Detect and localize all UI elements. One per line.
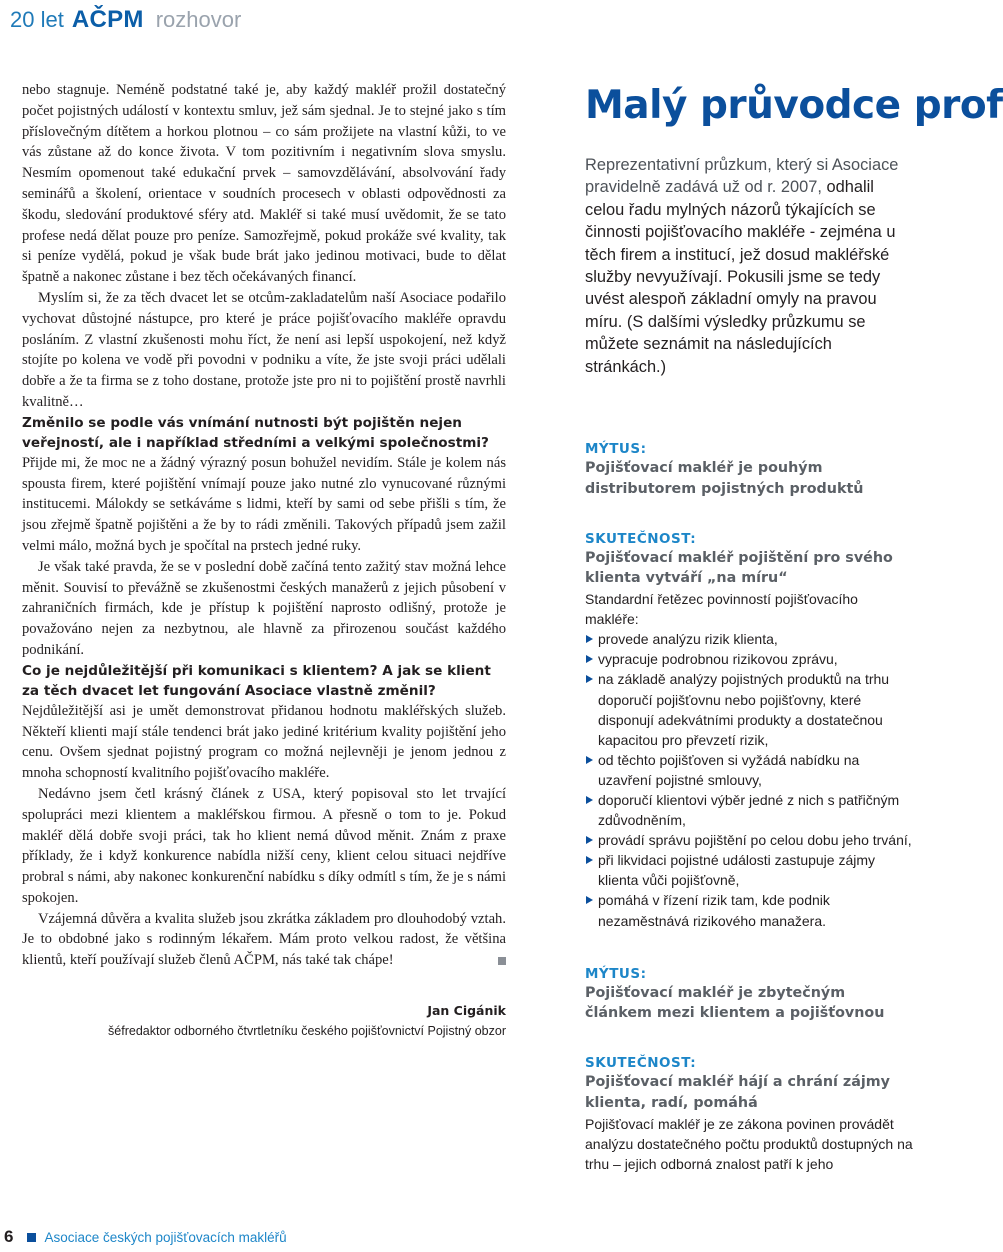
page-footer	[0, 1222, 960, 1252]
paragraph: Je však také pravda, že se v poslední době začíná tento zažitý stav možná lehce měnit. Souvisí to převážně se zkušenostmi českých manažerů z jejich působení v zahraničních firmách, kde je přístup k pojištění naprosto odlišný, protože je považováno nejen za nezbytnou, ale hlavně za přirozenou součást každého podnikání.	[22, 558, 506, 658]
fact-label: SKUTEČNOST:	[585, 1055, 697, 1072]
duties-list	[585, 629, 915, 930]
intro-lead: Reprezentativní průzkum, který si Asociace pravidelně zadává už od r. 2007,	[585, 156, 899, 197]
myth-claim: Pojišťovací makléř je pouhým distributorem pojistných produktů	[585, 460, 864, 497]
myth-block	[585, 440, 915, 500]
paragraph: Přijde mi, že moc ne a žádný výrazný posun bohužel nevidím. Stále je kolem nás spousta firem, které pojištění vnímají pouze jako nutné zlo vynucované různými institucemi. Málokdy se setkáváme s lidmi, kteří by sami od sebe přišli s tím, že jsou zřejmě špatně pojištěni a že by to rádi změnili. Takových případů jsem zažil velmi málo, možná bych je spočítal na prstech jedné ruky.	[22, 454, 506, 554]
myth-claim: Pojišťovací makléř je zbytečným článkem mezi klientem a pojišťovnou	[585, 984, 885, 1022]
footer-square-mark	[27, 1233, 36, 1242]
list-item: doporučí klientovi výběr jedné z nich s patřičným zdůvodněním,	[585, 790, 915, 830]
end-of-article-mark	[498, 957, 506, 965]
author-name: Jan Cigánik	[427, 1003, 506, 1019]
page-number: 6	[4, 1227, 14, 1246]
paragraph: nebo stagnuje. Neméně podstatné také je, aby každý makléř prožil dostatečný počet pojistných událostí v kontextu smluv, jež sám sjednal. Je to stejné jako s tím příslovečným dítětem a horkou plotnou – co sám prožijete na vlastní kůži, to ve vás zůstane až do konce života. V tom pozitivním i negativním slova smyslu. Nesmím opomenout také edukační prvek – samovzdělávání, absolvování řady seminářů a školení, orientace v soudních procesech v oblasti odpovědnosti za škodu, sledování produktové sféry atd. Makléř si také musí uvědomit, že se tato profese nedá dělat pouze pro peníze. Samozřejmě, pokud prokáže své kvality, tak si peníze vydělá, pokud je však bude brát jako jedinou motivaci, bude to dělat špatně a nakonec zůstane i bez těch očekávaných financí.	[22, 82, 506, 286]
fact-block	[585, 530, 915, 931]
fact-claim: Pojišťovací makléř hájí a chrání zájmy klienta, radí, pomáhá	[585, 1074, 890, 1112]
list-item: provede analýzu rizik klienta,	[585, 629, 915, 649]
paragraph-last	[22, 909, 506, 971]
interview-question: Co je nejdůležitější při komunikaci s klientem? A jak se klient za těch dvacet let fungování Asociace vlastně změnil?	[22, 662, 491, 699]
page-header	[10, 6, 241, 36]
fact-claim: Pojišťovací makléř pojištění pro svého klienta vytváří „na míru“	[585, 549, 893, 587]
paragraph: Nedávno jsem četl krásný článek z USA, který popisoval sto let trvající spolupráci mezi klientem a makléřskou firmou. A přesně o tom to je. Pokud makléř dělá dobře svoji práci, tak ho klient nemá důvod měnit. Znám z praxe příklady, že i když konkurence nabídla nižší ceny, klient celou situaci nejdříve probral s námi, aby nakonec konkurenční nabídku s díky odmítl s tím, že je s námi spokojen.	[22, 785, 506, 906]
fact-body: Pojišťovací makléř je ze zákona povinen provádět analýzu dostatečného počtu produktů dostupných na trhu – jejich odborná znalost patří k jeho	[585, 1115, 913, 1172]
author-signature	[22, 1001, 506, 1041]
author-role: šéfredaktor odborného čtvrtletníku českého pojišťovnictví Pojistný obzor	[108, 1024, 506, 1039]
myth-block	[585, 965, 915, 1025]
list-item: na základě analýzy pojistných produktů na trhu doporučí pojišťovnu nebo pojišťovny, které disponují adekvátními produkty a dostatečnou kapacitou pro převzetí rizik,	[585, 669, 915, 749]
list-item: provádí správu pojištění po celou dobu jeho trvání,	[585, 830, 915, 850]
myth-label: MÝTUS:	[585, 441, 647, 458]
myths-sidebar	[585, 80, 1003, 1174]
sidebar-title: Malý průvodce prof	[585, 83, 1003, 128]
list-item: od těchto pojišťoven si vyžádá nabídku na uzavření pojistné smlouvy,	[585, 750, 915, 790]
anniversary-label: 20 let	[10, 7, 64, 32]
list-item: při likvidaci pojistné události zastupuje zájmy klienta vůči pojišťovně,	[585, 850, 915, 890]
paragraph: Myslím si, že za těch dvacet let se otcům-zakladatelům naší Asociace podařilo vychovat důstojné nástupce, pro které je práce pojišťovacího makléře opravdu posláním. Z vlastní zkušenosti mohu říct, že není asi lepší uspokojení, než když stojíte po kolena ve vodě při povodni v podniku a víte, že jste svoji práci udělali dobře a že ta firma se z toho dostane, protože jste pro ni to pojištění prostě navrhli kvalitně…	[22, 289, 506, 410]
fact-block	[585, 1054, 915, 1174]
myth-label: MÝTUS:	[585, 965, 647, 982]
section-label: rozhovor	[155, 7, 242, 32]
intro-rest: odhalil celou řadu mylných názorů týkajících se činnosti pojišťovacího makléře - zejména u těch firem a institucí, jež dosud makléřské služby nevyužívají. Pokusili jsme se tedy uvést alespoň základní omyly na pravou míru. (S dalšími výsledky průzkumu se můžete seznámit na následujících stránkách.)	[585, 178, 896, 376]
interview-question: Změnilo se podle vás vnímání nutnosti být pojištěn nejen veřejností, ale i například středními a velkými společnostmi?	[22, 414, 489, 451]
fact-body: Standardní řetězec povinností pojišťovacího makléře:	[585, 591, 858, 628]
brand-logo-text: AČPM	[71, 6, 144, 33]
publisher-name: Asociace českých pojišťovacích makléřů	[44, 1229, 287, 1245]
paragraph-text: Vzájemná důvěra a kvalita služeb jsou zkrátka základem pro dlouhodobý vztah. Je to obdobné jako s rodinným lékařem. Mám proto velkou radost, že většina klientů, kteří používají služeb členů AČPM, nás také tak chápe!	[22, 910, 506, 969]
interview-column	[22, 80, 506, 1041]
list-item: pomáhá v řízení rizik tam, kde podnik nezaměstnává rizikového manažera.	[585, 890, 915, 930]
paragraph: Nejdůležitější asi je umět demonstrovat přidanou hodnotu makléřských služeb. Někteří klienti mají stále tendenci brát jako jediné kritérium kvality pojištění jeho cenu. Ovšem sjednat pojistný program co možná nejlevněji je jenom jednou z mnoha schopností kvalitního pojišťovacího makléře.	[22, 702, 506, 782]
list-item: vypracuje podrobnou rizikovou zprávu,	[585, 649, 915, 669]
fact-label: SKUTEČNOST:	[585, 530, 697, 547]
sidebar-intro	[585, 154, 915, 378]
